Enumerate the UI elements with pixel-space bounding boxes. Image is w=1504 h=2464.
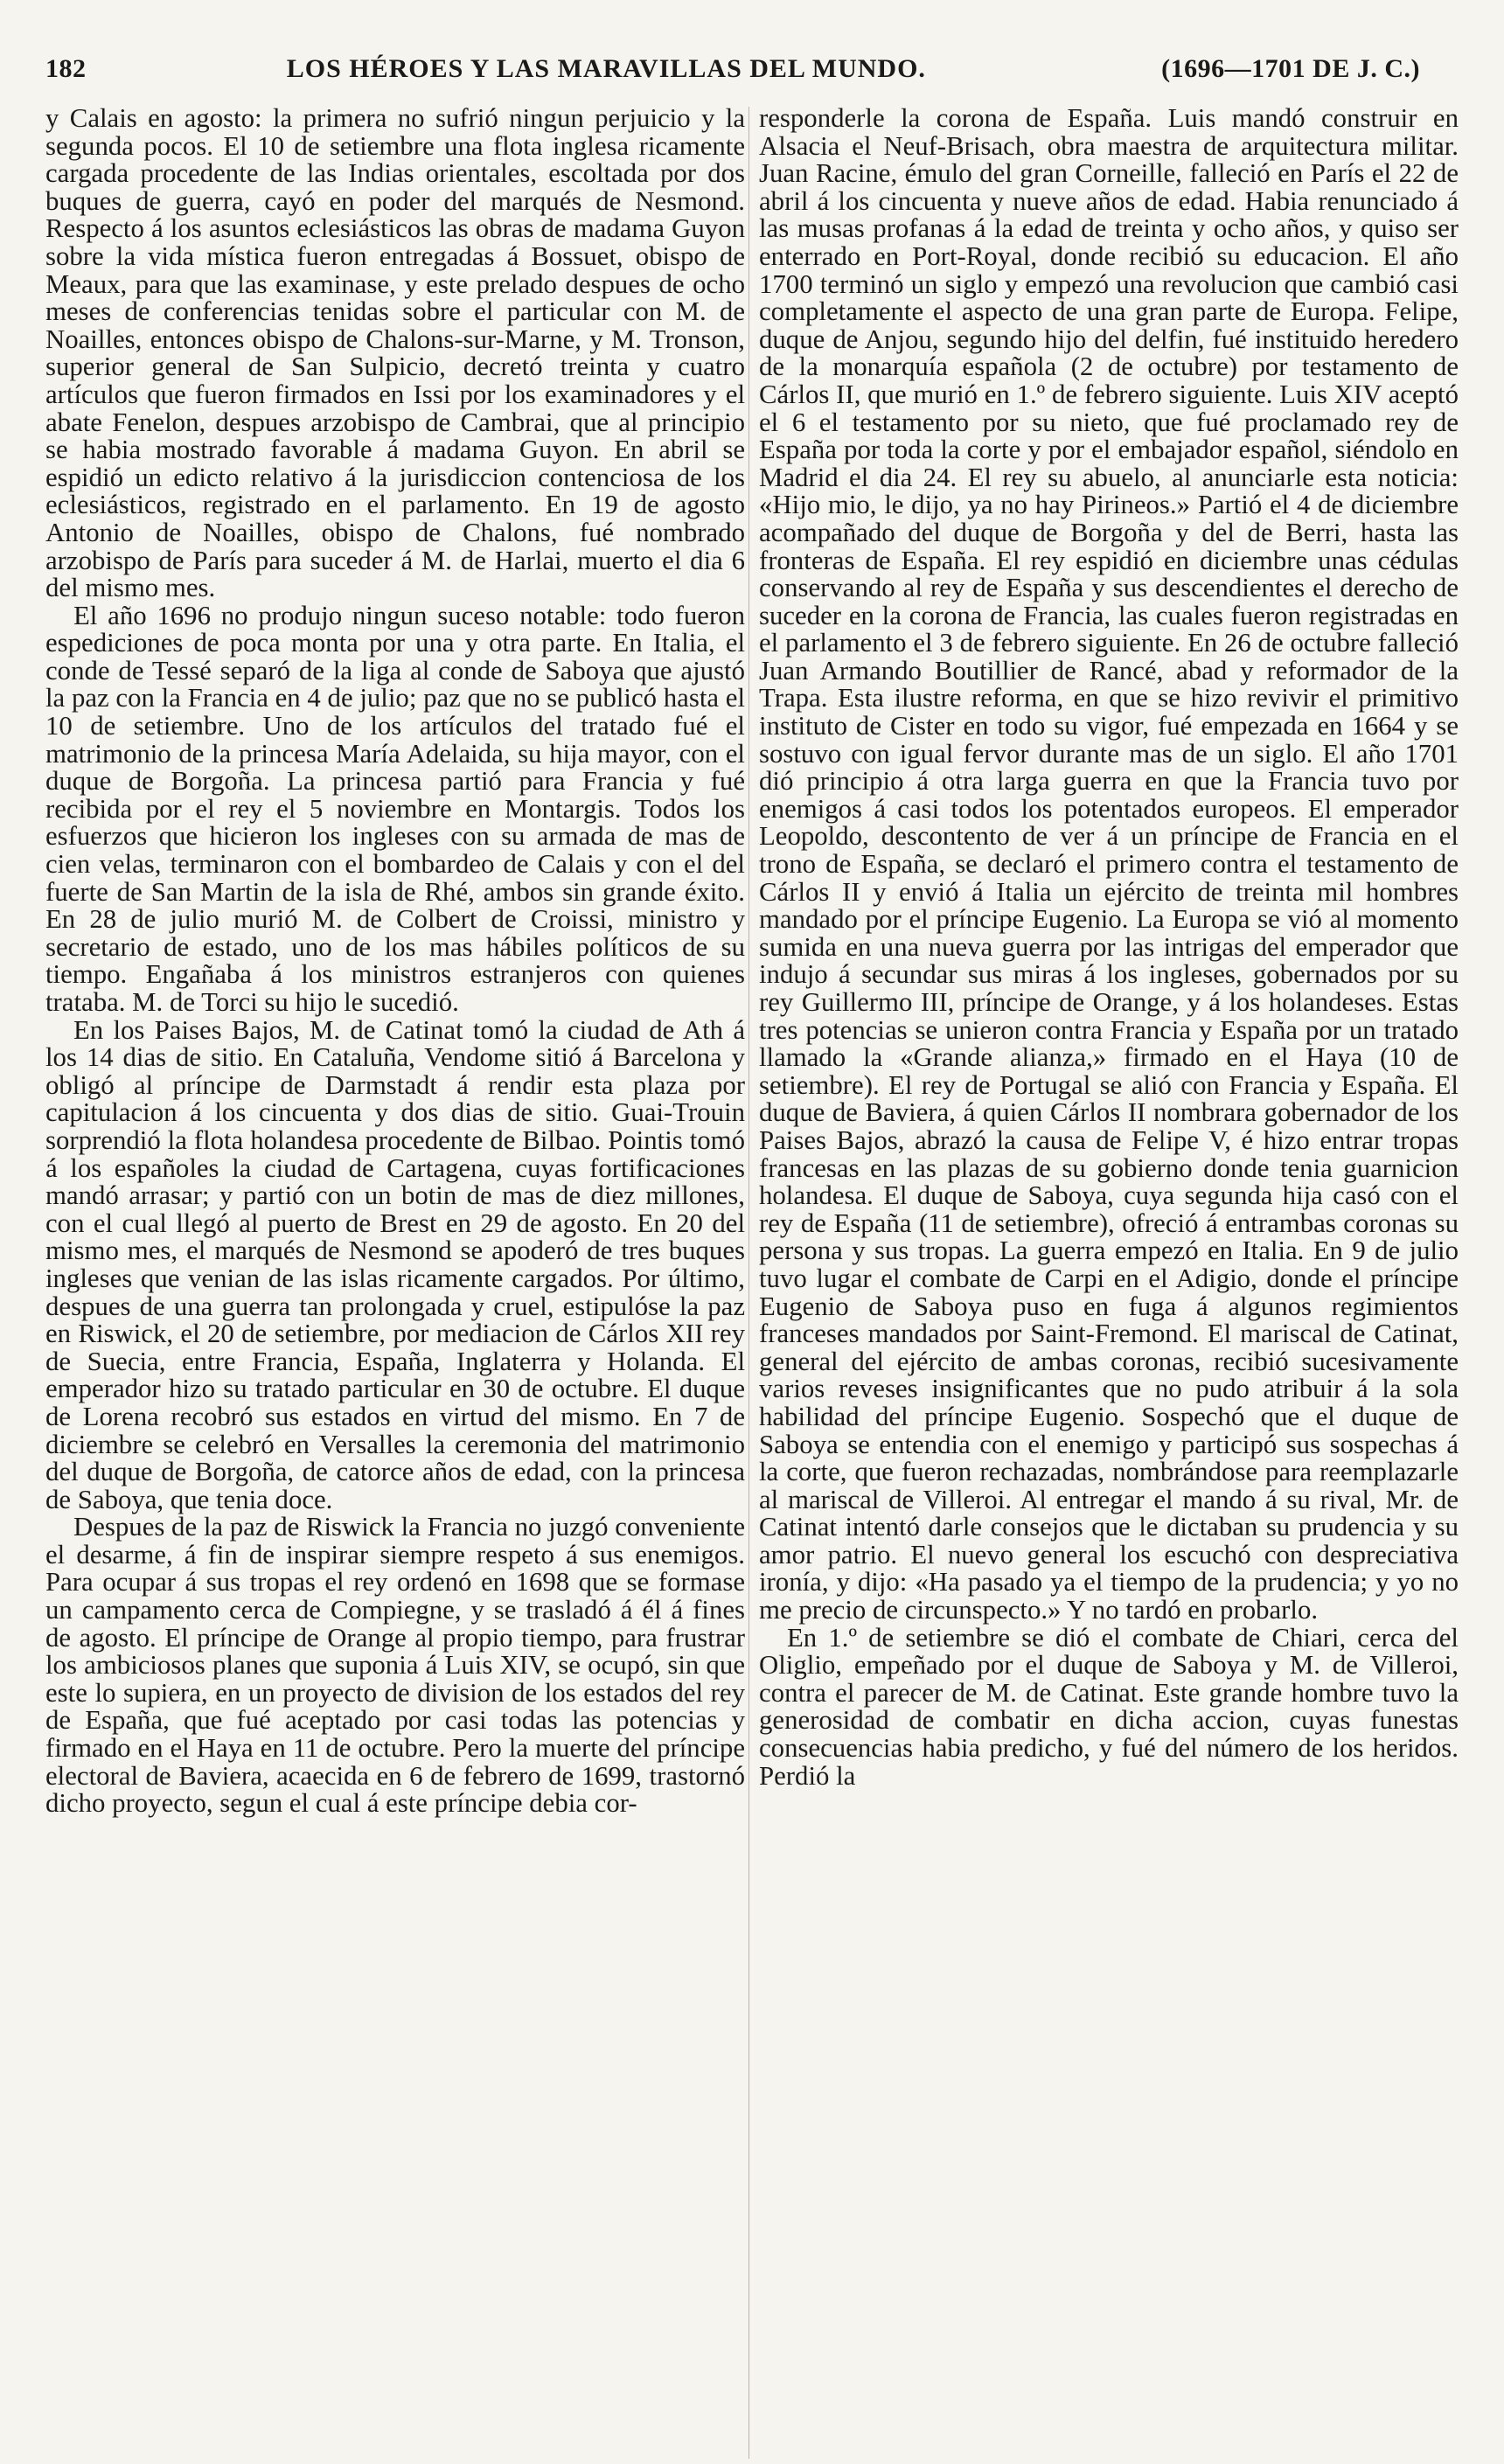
running-title: LOS HÉROES Y LAS MARAVILLAS DEL MUNDO. bbox=[286, 54, 926, 83]
paragraph: responderle la corona de España. Luis mandó construir en Alsacia el Neuf-Brisach, obra maestra de arquitectura militar. Juan Racine, émulo del gran Corneille, falleció en París el 22 de abril á los cincuenta y nueve años de edad. Habia renunciado á las musas profanas á la edad de treinta y ocho años, y quiso ser enterrado en Port-Royal, donde recibió su educacion. El año 1700 terminó un siglo y empezó una revolucion que cambió casi completamente el aspecto de una gran parte de Europa. Felipe, duque de Anjou, segundo hijo del delfin, fué instituido heredero de la monarquía española (2 de octubre) por testamento de Cárlos II, que murió en 1.º de febrero siguiente. Luis XIV aceptó el 6 el testamento por su nieto, que fué proclamado rey de España por toda la corte y por el embajador español, siéndolo en Madrid el dia 24. El rey su abuelo, al anunciarle esta noticia: «Hijo mio, le dijo, ya no hay Pirineos.» Partió el 4 de diciembre acompañado del duque de Borgoña y del de Berri, hasta las fronteras de España. El rey espidió en diciembre unas cédulas conservando al rey de España y sus descendientes el derecho de suceder en la corona de Francia, las cuales fueron registradas en el parlamento el 3 de febrero siguiente. En 26 de octubre falleció Juan Armando Boutillier de Rancé, abad y reformador de la Trapa. Esta ilustre reforma, en que se hizo revivir el primitivo instituto de Cister en todo su vigor, fué empezada en 1664 y se sostuvo con igual fervor durante mas de un siglo. El año 1701 dió principio á otra larga guerra en que la Francia tuvo por enemigos á casi todos los potentados europeos. El emperador Leopoldo, descontento de ver á un príncipe de Francia en el trono de España, se declaró el primero contra el testamento de Cárlos II y envió á Italia un ejército de treinta mil hombres mandado por el príncipe Eugenio. La Europa se vió al momento sumida en una nueva guerra por las intrigas del emperador que indujo á secundar sus miras á los ingleses, gobernados por su rey Guillermo III, príncipe de Orange, y á los holandeses. Estas tres potencias se unieron contra Francia y España por un tratado llamado la «Grande alianza,» firmado en el Haya (10 de setiembre). El rey de Portugal se alió con Francia y España. El duque de Baviera, á quien Cárlos II nombrara gobernador de los Paises Bajos, abrazó la causa de Felipe V, é hizo entrar tropas francesas en las plazas de su gobierno donde tenia guarnicion holandesa. El duque de Saboya, cuya segunda hija casó con el rey de España (11 de setiembre), ofreció á entrambas coronas su persona y sus tropas. La guerra empezó en Italia. En 9 de julio tuvo lugar el combate de Carpi en el Adigio, donde el príncipe Eugenio de Saboya puso en fuga á algunos regimientos franceses mandados por Saint-Fremond. El mariscal de Catinat, general del ejército de ambas coronas, recibió sucesivamente varios reveses insignificantes que no pudo atribuir á la sola habilidad del príncipe Eugenio. Sospechó que el duque de Saboya se entendia con el enemigo y participó sus sospechas á la corte, que fueron rechazadas, nombrándose para reemplazarle al mariscal de Villeroi. Al entregar el mando á su rival, Mr. de Catinat intentó darle consejos que le dictaban su prudencia y su amor patrio. El nuevo general los escuchó con despreciativa ironía, y dijo: «Ha pasado ya el tiempo de la prudencia; y yo no me precio de circunspecto.» Y no tardó en probarlo. bbox=[759, 103, 1459, 1625]
left-column bbox=[45, 105, 745, 1818]
date-range: (1696—1701 DE J. C.) bbox=[1161, 54, 1420, 83]
page-number: 182 bbox=[45, 54, 87, 83]
page-header bbox=[45, 54, 1420, 98]
paragraph: Despues de la paz de Riswick la Francia no juzgó conveniente el desarme, á fin de inspirar siempre respeto á sus enemigos. Para ocupar á sus tropas el rey ordenó en 1698 que se formase un campamento cerca de Compiegne, y se trasladó á él á fines de agosto. El príncipe de Orange al propio tiempo, para frustrar los ambiciosos planes que suponia á Luis XIV, se ocupó, sin que este lo supiera, en un proyecto de division de los estados del rey de España, que fué aceptado por casi todas las potencias y firmado en el Haya en 11 de octubre. Pero la muerte del príncipe electoral de Baviera, acaecida en 6 de febrero de 1699, trastornó dicho proyecto, segun el cual á este príncipe debia cor- bbox=[45, 1512, 745, 1819]
right-column bbox=[759, 105, 1459, 1790]
paragraph: y Calais en agosto: la primera no sufrió ningun perjuicio y la segunda pocos. El 10 de setiembre una flota inglesa ricamente cargada procedente de las Indias orientales, escoltada por dos buques de guerra, cayó en poder del marqués de Nesmond. Respecto á los asuntos eclesiásticos las obras de madama Guyon sobre la vida mística fueron entregadas á Bossuet, obispo de Meaux, para que las examinase, y este prelado despues de ocho meses de conferencias tenidas sobre el particular con M. de Noailles, entonces obispo de Chalons-sur-Marne, y M. Tronson, superior general de San Sulpicio, decretó treinta y cuatro artículos que fueron firmados en Issi por los examinadores y el abate Fenelon, despues arzobispo de Cambrai, que al principio se habia mostrado favorable á madama Guyon. En abril se espidió un edicto relativo á la jurisdiccion contenciosa de los eclesiásticos, registrado en el parlamento. En 19 de agosto Antonio de Noailles, obispo de Chalons, fué nombrado arzobispo de París para suceder á M. de Harlai, muerto el dia 6 del mismo mes. bbox=[45, 103, 745, 603]
paragraph: En 1.º de setiembre se dió el combate de Chiari, cerca del Oliglio, empeñado por el duque de Saboya y M. de Villeroi, contra el parecer de M. de Catinat. Este grande hombre tuvo la generosidad de combatir en dicha accion, cuyas funestas consecuencias habia predicho, y fué del número de los heridos. Perdió la bbox=[759, 1622, 1459, 1791]
paragraph: En los Paises Bajos, M. de Catinat tomó la ciudad de Ath á los 14 dias de sitio. En Cataluña, Vendome sitió á Barcelona y obligó al príncipe de Darmstadt á rendir esta plaza por capitulacion á los cincuenta y dos dias de sitio. Guai-Trouin sorprendió la flota holandesa procedente de Bilbao. Pointis tomó á los españoles la ciudad de Cartagena, cuyas fortificaciones mandó arrasar; y partió con un botin de mas de diez millones, con el cual llegó al puerto de Brest en 29 de agosto. En 20 del mismo mes, el marqués de Nesmond se apoderó de tres buques ingleses que venian de las islas ricamente cargados. Por último, despues de una guerra tan prolongada y cruel, estipulóse la paz en Riswick, el 20 de setiembre, por mediacion de Cárlos XII rey de Suecia, entre Francia, España, Inglaterra y Holanda. El emperador hizo su tratado particular en 30 de octubre. El duque de Lorena recobró sus estados en virtud del mismo. En 7 de diciembre se celebró en Versalles la ceremonia del matrimonio del duque de Borgoña, de catorce años de edad, con la princesa de Saboya, que tenia doce. bbox=[45, 1014, 745, 1514]
paragraph: El año 1696 no produjo ningun suceso notable: todo fueron espediciones de poca monta por una y otra parte. En Italia, el conde de Tessé separó de la liga al conde de Saboya que ajustó la paz con la Francia en 4 de julio; paz que no se publicó hasta el 10 de setiembre. Uno de los artículos del tratado fué el matrimonio de la princesa María Adelaida, su hija mayor, con el duque de Borgoña. La princesa partió para Francia y fué recibida por el rey el 5 noviembre en Montargis. Todos los esfuerzos que hicieron los ingleses con su armada de mas de cien velas, terminaron con el bombardeo de Calais y con el del fuerte de San Martin de la isla de Rhé, ambos sin grande éxito. En 28 de julio murió M. de Colbert de Croissi, ministro y secretario de estado, uno de los mas hábiles políticos de su tiempo. Engañaba á los ministros estranjeros con quienes trataba. M. de Torci su hijo le sucedió. bbox=[45, 600, 745, 1017]
